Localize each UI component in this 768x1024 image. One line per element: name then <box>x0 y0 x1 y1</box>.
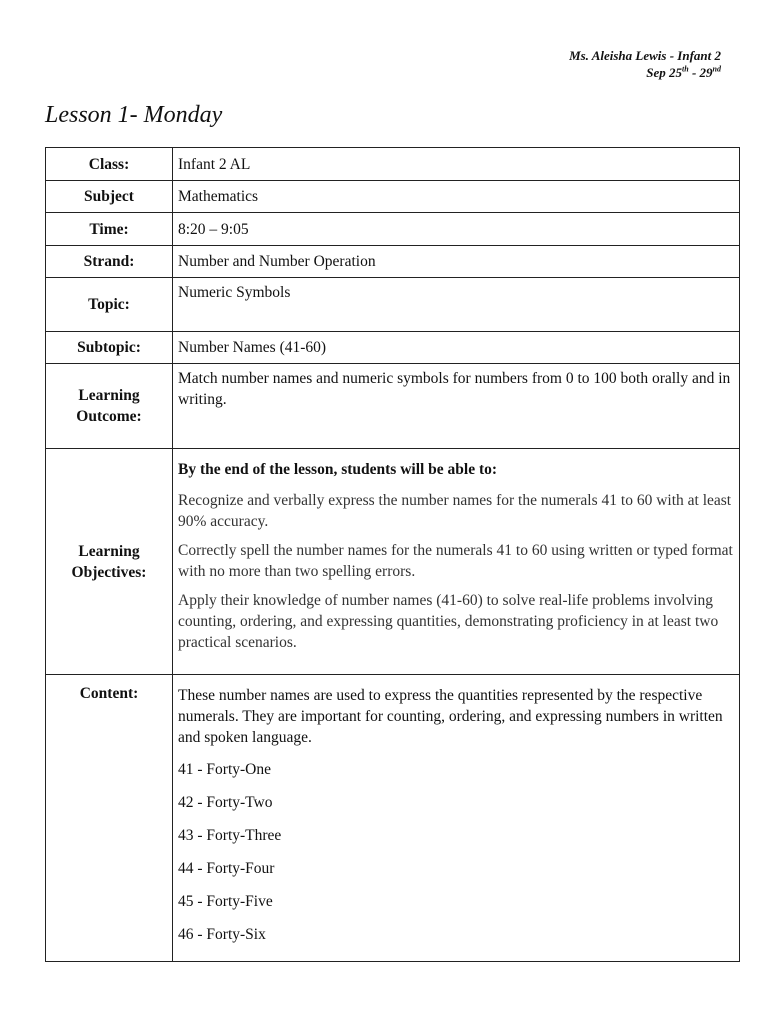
row-topic <box>46 278 740 332</box>
number-name-item: 44 - Forty-Four <box>178 860 275 877</box>
time-label: Time: <box>46 213 173 246</box>
row-learning-outcome <box>46 364 740 449</box>
row-strand <box>46 246 740 278</box>
row-learning-objectives <box>46 449 740 675</box>
strand-value: Number and Number Operation <box>173 246 740 278</box>
date-range <box>569 64 721 81</box>
content-label: Content: <box>46 675 173 962</box>
subject-value: Mathematics <box>173 181 740 213</box>
learning-outcome-label-line1: Learning <box>78 387 140 404</box>
subject-label: Subject <box>46 181 173 213</box>
lesson-title: Lesson 1- Monday <box>45 102 223 128</box>
objective-item: Apply their knowledge of number names (41-60) to solve real-life problems involving counting, ordering, and expressing quantities, demonstrating proficiency in at least two practical scenarios. <box>178 592 719 651</box>
learning-objectives-value <box>173 449 740 675</box>
learning-outcome-label-line2: Outcome: <box>76 408 142 425</box>
number-name-item: 42 - Forty-Two <box>178 794 273 811</box>
learning-outcome-label <box>46 364 173 449</box>
content-intro: These number names are used to express the quantities represented by the respective numerals. They are important for counting, ordering, and expressing numbers in written and spoken language. <box>178 687 723 746</box>
number-name-item: 45 - Forty-Five <box>178 893 273 910</box>
date-start-suffix: th <box>682 64 689 74</box>
time-value: 8:20 – 9:05 <box>173 213 740 246</box>
subtopic-label: Subtopic: <box>46 332 173 364</box>
strand-label: Strand: <box>46 246 173 278</box>
date-end-suffix: nd <box>712 64 721 74</box>
objectives-heading: By the end of the lesson, students will be able to: <box>178 461 498 478</box>
learning-objectives-label <box>46 449 173 675</box>
number-name-item: 43 - Forty-Three <box>178 827 282 844</box>
teacher-line: Ms. Aleisha Lewis - Infant 2 <box>569 48 721 63</box>
document-header <box>569 47 721 81</box>
learning-objectives-label-line2: Objectives: <box>71 563 147 581</box>
content-value <box>173 675 740 962</box>
learning-objectives-label-line1: Learning <box>78 542 140 560</box>
date-end: - 29 <box>688 65 713 80</box>
learning-outcome-value: Match number names and numeric symbols for numbers from 0 to 100 both orally and in writing. <box>173 364 740 449</box>
number-name-item: 41 - Forty-One <box>178 761 271 778</box>
topic-label: Topic: <box>46 278 173 332</box>
row-time <box>46 213 740 246</box>
topic-value: Numeric Symbols <box>173 278 740 332</box>
row-class <box>46 148 740 181</box>
lesson-plan-table <box>45 147 740 962</box>
class-label: Class: <box>46 148 173 181</box>
date-start: Sep 25 <box>646 65 683 80</box>
row-subtopic <box>46 332 740 364</box>
objective-item: Correctly spell the number names for the numerals 41 to 60 using written or typed format with no more than two spelling errors. <box>178 542 733 580</box>
objective-item: Recognize and verbally express the number names for the numerals 41 to 60 with at least 90% accuracy. <box>178 492 732 530</box>
row-subject <box>46 181 740 213</box>
class-value: Infant 2 AL <box>173 148 740 181</box>
row-content <box>46 675 740 962</box>
number-name-item: 46 - Forty-Six <box>178 926 266 943</box>
subtopic-value: Number Names (41-60) <box>173 332 740 364</box>
